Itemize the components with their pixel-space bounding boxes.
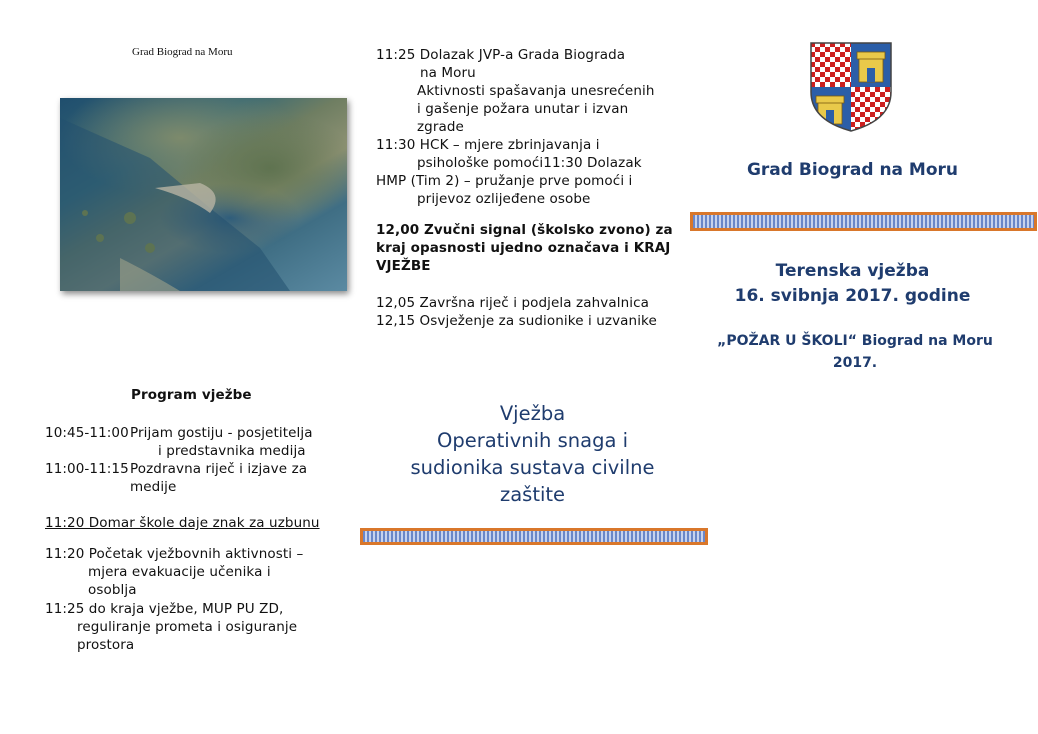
exercise-type: Terenska vježba (775, 261, 930, 281)
aerial-photo (60, 98, 347, 291)
exercise-title-line: sudionika sustava civilne (410, 456, 655, 479)
activity-line: reguliranje prometa i osiguranje (77, 619, 298, 635)
schedule-line: na Moru (420, 65, 476, 81)
exercise-title-line: Vježba (499, 402, 566, 425)
activity-line: 11:25 do kraja vježbe, MUP PU ZD, (45, 601, 284, 617)
activity-line: prostora (77, 637, 135, 653)
closing-line: 12,15 Osvježenje za sudionike i uzvanike (376, 313, 657, 329)
activity-line: mjera evakuacije učenika i (88, 564, 271, 580)
end-signal-line: kraj opasnosti ujedno označava i KRAJ (376, 240, 671, 256)
evacuation-activity (45, 545, 345, 599)
activity-line: 11:20 Početak vježbovnih aktivnosti – (45, 546, 304, 562)
program-item (45, 460, 345, 496)
coat-of-arms-icon (810, 42, 892, 136)
schedule-line: zgrade (417, 119, 464, 135)
schedule-line: HMP (Tim 2) – pružanje prve pomoći i (376, 173, 633, 189)
program-text: Pozdravna riječ i izjave za (130, 461, 308, 477)
closing-block (376, 294, 676, 330)
closing-line: 12,05 Završna riječ i podjela zahvalnica (376, 295, 649, 311)
program-title: Program vježbe (131, 387, 252, 403)
schedule-line: prijevoz ozlijeđene osobe (417, 191, 591, 207)
program-text: i predstavnika medija (158, 443, 306, 459)
schedule-line: 11:30 HCK – mjere zbrinjavanja i (376, 137, 600, 153)
event-name: „POŽAR U ŠKOLI“ Biograd na Moru (717, 333, 993, 349)
schedule-line: psihološke pomoći11:30 Dolazak (417, 155, 642, 171)
end-signal-block (376, 221, 676, 275)
decorative-divider (690, 212, 1037, 231)
city-name: Grad Biograd na Moru (746, 160, 959, 180)
exercise-title-line: zaštite (499, 483, 566, 506)
activity-line: osoblja (88, 582, 137, 598)
schedule-block-b (376, 136, 676, 208)
end-signal-line: 12,00 Zvučni signal (školsko zvono) za (376, 222, 673, 238)
exercise-date: 16. svibnja 2017. godine (734, 286, 971, 306)
program-time: 11:00-11:15 (45, 461, 129, 477)
program-time: 10:45-11:00 (45, 425, 129, 441)
event-year: 2017. (832, 355, 878, 371)
schedule-line: 11:25 Dolazak JVP-a Grada Biograda (376, 47, 626, 63)
aerial-photo-detail (60, 98, 347, 291)
exercise-title-line: Operativnih snaga i (436, 429, 629, 452)
program-text: medije (130, 479, 177, 495)
end-signal-line: VJEŽBE (376, 258, 431, 274)
alarm-signal-line: 11:20 Domar škole daje znak za uzbunu (45, 515, 320, 531)
schedule-line: Aktivnosti spašavanja unesrećenih (417, 83, 655, 99)
schedule-block-a (376, 46, 676, 136)
schedule-line: i gašenje požara unutar i izvan (417, 101, 629, 117)
decorative-divider (360, 528, 708, 545)
program-item (45, 424, 345, 460)
program-text: Prijam gostiju - posjetitelja (130, 425, 313, 441)
police-activity (45, 600, 345, 654)
exercise-title (365, 400, 700, 508)
photo-caption: Grad Biograd na Moru (132, 46, 233, 58)
